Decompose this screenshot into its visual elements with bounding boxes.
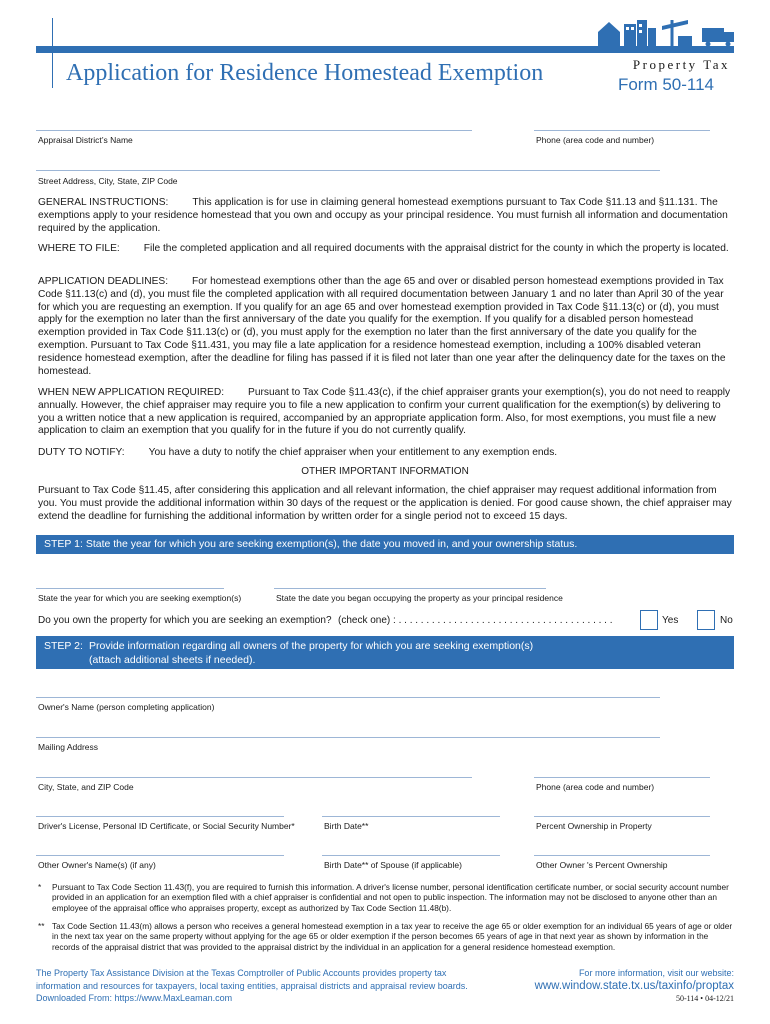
other-owner-name-label: Other Owner's Name(s) (if any) (38, 860, 156, 870)
step2-heading (36, 636, 734, 669)
application-deadlines-body: For homestead exemptions other than the age 65 and over or disabled person homestead exemptions provided in Tax Code §11.13(c) and (d), you must file the completed application with all required documentation between January 1 and no later than April 30 of the year for which you are requesting an exemption. If you qualify for an age 65 and over homestead exemption provided in Tax Code §11.13(c) or (d), you must apply for the exemption no later than the first anniversary of the date you qualify for the exemption. If you qualify for a disabled person homestead exemption provided in Tax Code §11.13(c) or (d), you must apply for the exemption no later than the first anniversary of the date you qualify for the exemption. Pursuant to Tax Code §11.431, you may file a late application for a residence homestead exemption, including a 100% disabled veteran residence homestead exemption, after the deadline for filing has passed if it is filed not later than one year after the delinquency date for the taxes on the homestead. (38, 276, 726, 377)
occupancy-date-field[interactable] (274, 588, 546, 589)
step2-heading-line2: (attach additional sheets if needed). (89, 654, 256, 666)
ownership-yes-checkbox[interactable] (640, 610, 658, 630)
header-accent-line (52, 18, 53, 88)
general-instructions-body: This application is for use in claiming general homestead exemptions pursuant to Tax Code §11.13 and §11.131. The exemptions apply to your residence homestead that you own and occupy as your principal residence. You must furnish all information and documentation required by the application. (38, 197, 728, 234)
form-number: Form 50-114 (617, 75, 714, 94)
footnote-single-star-body: Pursuant to Tax Code Section 11.43(f), you are required to furnish this information. A driver's license number, personal identification certificate number, or social security account number provided in an application for an exemption filed with a chief appraiser is confidential and not open to public inspection. The information may not be disclosed to anyone other than an employee of the appraisal office who appraises property, except as authorized by Tax Code Section 11.48(b). (52, 882, 729, 913)
district-address-label: Street Address, City, State, ZIP Code (38, 176, 178, 186)
footnote-double-star-body: Tax Code Section 11.43(m) allows a person who receives a general homestead exemption in a tax year to receive the age 65 or older exemption for an individual 65 years of age or older in the next tax year on the same property without applying for the age 65 or older exemption if the person becomes 65 years of age in that next year as shown by information in the records of the appraisal district that was provided to the appraisal district by the individual in an application for a general residence homestead exemption. (52, 921, 733, 952)
district-phone-field[interactable] (534, 130, 710, 131)
footnote-single-star-mark: * (38, 882, 42, 892)
exemption-year-label: State the year for which you are seeking exemption(s) (38, 593, 242, 603)
general-instructions-lead: GENERAL INSTRUCTIONS: (38, 197, 169, 208)
new-application-body: Pursuant to Tax Code §11.43(c), if the chief appraiser grants your exemption(s), you do not need to reapply annually. However, the chief appraiser may require you to file a new application to confirm your current qualification for the exemption(s) by delivering to you a written notice that a new application is required, accompanied by an appropriate application form. Also, for most exemptions, you must file a new application to claim an exemption that you qualify for in the future if you do not currently qualify. (38, 387, 731, 437)
other-info-body: Pursuant to Tax Code §11.45, after considering this application and all relevant information, the chief appraiser may request additional information from you. You must provide the additional information within 30 days of the request or the application is denied. For good cause shown, the chief appraiser may extend the deadline for furnishing the additional information by written order for a single period not to exceed 15 days. (38, 485, 732, 522)
new-application-lead: WHEN NEW APPLICATION REQUIRED: (38, 387, 225, 398)
owner-phone-field[interactable] (534, 777, 710, 778)
footnote-double-star (38, 921, 738, 952)
spouse-birth-date-field[interactable] (322, 855, 500, 856)
general-instructions (38, 197, 738, 235)
license-number-label: Driver's License, Personal ID Certificate, or Social Security Number* (38, 821, 295, 831)
percent-ownership-field[interactable] (534, 816, 710, 817)
other-owner-name-field[interactable] (36, 855, 284, 856)
owner-phone-label: Phone (area code and number) (536, 782, 655, 792)
ownership-no-label: No (720, 615, 733, 626)
mailing-address-field[interactable] (36, 737, 660, 738)
other-owner-percent-field[interactable] (534, 855, 710, 856)
ownership-no-checkbox[interactable] (697, 610, 715, 630)
new-application-required (38, 387, 738, 438)
footer-website-block (434, 967, 734, 1005)
license-number-field[interactable] (36, 816, 284, 817)
exemption-year-field[interactable] (36, 588, 224, 589)
owner-name-field[interactable] (36, 697, 660, 698)
other-owner-percent-label: Other Owner 's Percent Ownership (536, 860, 668, 870)
duty-to-notify-body: You have a duty to notify the chief appraiser when your entitlement to any exemption ends. (148, 447, 558, 458)
where-to-file (38, 243, 738, 256)
application-deadlines (38, 276, 738, 378)
owner-city-field[interactable] (36, 777, 472, 778)
check-one-leader: (check one) : . . . . . . . . . . . . . . . . . . . . . . . . . . . . . . . . . . . . . . . (338, 615, 613, 626)
form-title: Application for Residence Homestead Exemption (66, 60, 544, 86)
ownership-question: Do you own the property for which you are seeking an exemption? (38, 615, 332, 626)
percent-ownership-label: Percent Ownership in Property (536, 821, 652, 831)
footer-line-2: information and resources for taxpayers, local taxing entities, appraisal districts and appraisal review boards. (36, 980, 468, 991)
where-to-file-body: File the completed application and all required documents with the appraisal district for the county in which the property is located. (143, 243, 729, 254)
footer-website-intro: For more information, visit our website: (578, 968, 734, 978)
spouse-birth-date-label: Birth Date** of Spouse (if applicable) (324, 860, 462, 870)
other-info-heading: OTHER IMPORTANT INFORMATION (301, 466, 469, 477)
appraisal-district-name-field[interactable] (36, 130, 472, 131)
footnote-double-star-mark: ** (38, 921, 45, 931)
header-rule (36, 46, 734, 53)
owner-city-label: City, State, and ZIP Code (38, 782, 134, 792)
where-to-file-lead: WHERE TO FILE: (38, 243, 120, 254)
ownership-yes-label: Yes (662, 615, 679, 626)
property-skyline-icon (598, 14, 738, 46)
mailing-address-label: Mailing Address (38, 742, 99, 752)
footer-form-code: 50-114 • 04-12/21 (675, 994, 734, 1003)
footer-line-1: The Property Tax Assistance Division at the Texas Comptroller of Public Accounts provides property tax (36, 968, 447, 978)
occupancy-date-label: State the date you began occupying the property as your principal residence (276, 593, 563, 603)
duty-to-notify-lead: DUTY TO NOTIFY: (38, 447, 125, 458)
step2-heading-line1: Provide information regarding all owners of the property for which you are seeking exemption(s) (89, 640, 534, 652)
birth-date-label: Birth Date** (324, 821, 369, 831)
district-address-field[interactable] (36, 170, 660, 171)
birth-date-field[interactable] (322, 816, 500, 817)
footnote-single-star (38, 882, 738, 913)
footer-description (36, 967, 476, 1005)
application-deadlines-lead: APPLICATION DEADLINES: (38, 276, 169, 287)
step2-number: STEP 2: (44, 640, 83, 652)
district-phone-label: Phone (area code and number) (536, 135, 655, 145)
footer-website-link[interactable]: www.window.state.tx.us/taxinfo/proptax (534, 980, 734, 992)
form-category: Property Tax (632, 57, 730, 72)
step1-heading: STEP 1: State the year for which you are seeking exemption(s), the date you moved in, and your ownership status. (36, 535, 734, 554)
footer-download-source: Downloaded From: https://www.MaxLeaman.com (36, 993, 233, 1003)
duty-to-notify (38, 447, 738, 460)
appraisal-district-name-label: Appraisal District’s Name (38, 135, 133, 145)
owner-name-label: Owner's Name (person completing application) (38, 702, 215, 712)
